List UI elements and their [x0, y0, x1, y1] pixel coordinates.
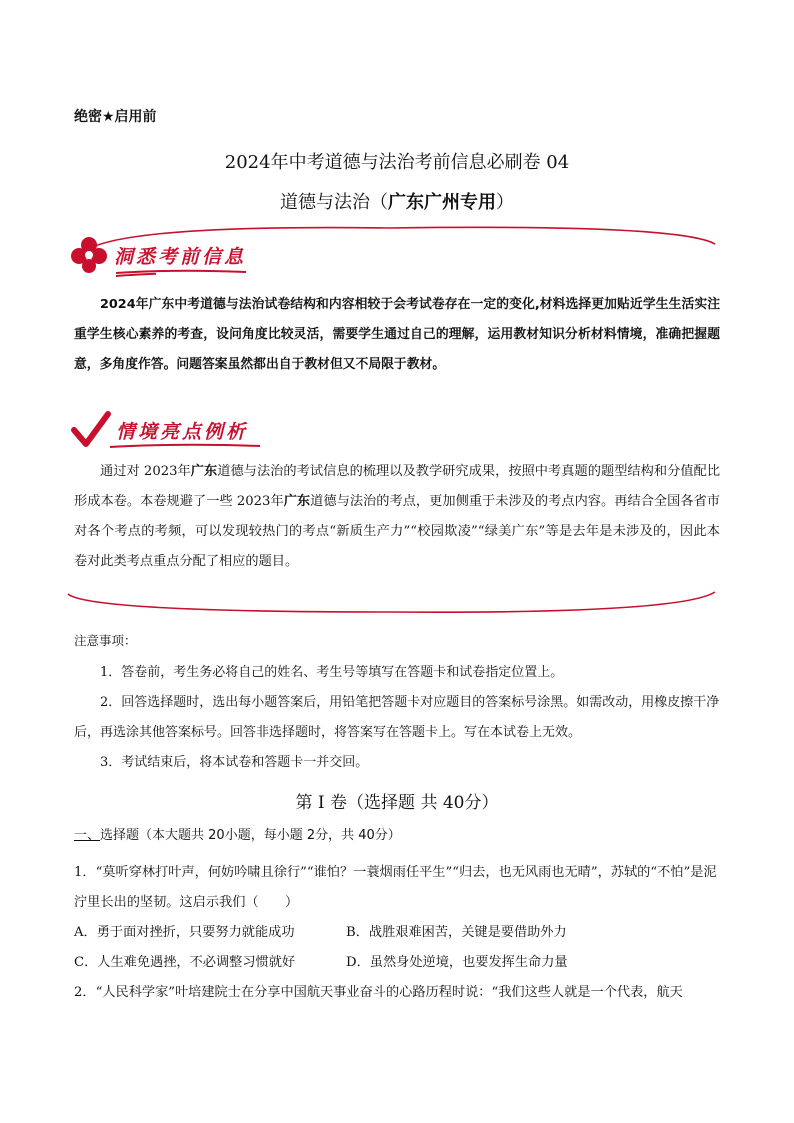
question-2-stem: 2．“人民科学家”叶培建院士在分享中国航天事业奋斗的心路历程时说：“我们这些人就是一个代表，航天 — [74, 985, 683, 1000]
option-b: B．战胜艰难困苦，关键是要借助外力 — [346, 925, 567, 940]
exam-title: 2024年中考道德与法治考前信息必刷卷 04 — [224, 152, 570, 173]
note-item: 2．回答选择题时，选出每小题答案后，用铅笔把答题卡对应题目的答案标号涂黑。如需改动，用橡皮擦干净后，再选涂其他答案标号。回答非选择题时，将答案写在答题卡上。写在本试卷上无效。 — [74, 695, 720, 740]
banner-highlights-label: 情境亮点例析 — [116, 420, 249, 443]
confidential-label: 绝密★启用前 — [74, 109, 157, 125]
subtitle-main: 道德与法治（ — [280, 192, 388, 213]
exam-info-text: 2024年广东中考道德与法治试卷结构和内容相较于会考试卷存在一定的变化,材料选择更加贴近学生生活实注重学生核心素养的考查，设问角度比较灵活，需要学生通过自己的理解，运用教材知识分析材料情境，准确把握题意，多角度作答。问题答案虽然都出自于教材但又不局限于教材。 — [74, 297, 720, 372]
checkmark-icon — [70, 410, 112, 450]
question-1-options — [74, 918, 720, 978]
subtitle-end: ） — [496, 192, 514, 213]
exam-subtitle — [0, 188, 794, 214]
option-a: A．勇于面对挫折，只要努力就能成功 — [74, 925, 295, 940]
notes-section — [74, 628, 720, 778]
highlights-text: 通过对 2023年广东道德与法治的考试信息的梳理以及教学研究成果，按照中考真题的题型结构和分值配比形成本卷。本卷规避了一些 2023年广东道德与法治的考点，更加侧重于未涉及的考点内容。再结合全国各省市对各个考点的考频，可以发现较热门的考点“新质生产力”“校园欺凌”“绿美广东”等是去年是未涉及的，因此本卷对此类考点重点分配了相应的题目。 — [74, 464, 721, 569]
banner1-underline — [116, 268, 246, 276]
subtitle-region: 广东广州专用 — [388, 192, 496, 213]
highlights-paragraph — [74, 457, 720, 577]
banner-exam-info-label: 洞悉考前信息 — [114, 245, 247, 268]
note-item: 3．考试结束后，将本试卷和答题卡一并交回。 — [100, 755, 369, 770]
note-item: 1．答卷前，考生务必将自己的姓名、考生号等填写在答题卡和试卷指定位置上。 — [100, 665, 564, 680]
option-c: C．人生难免遇挫，不必调整习惯就好 — [74, 955, 296, 970]
banner2-underline — [110, 442, 260, 450]
flower-icon — [70, 236, 108, 274]
section-number: 一、 — [74, 828, 101, 843]
exam-info-paragraph — [74, 290, 720, 380]
notes-heading: 注意事项： — [74, 633, 137, 648]
question-1-stem: 1．“莫听穿林打叶声，何妨吟啸且徐行”“谁怕？一蓑烟雨任平生”“归去，也无风雨也无晴”，苏轼的“不怕”是泥泞里长出的坚韧。这启示我们（ ） — [74, 865, 717, 910]
section-heading — [74, 824, 401, 843]
question-1 — [74, 858, 720, 1008]
option-d: D．虽然身处逆境，也要发挥生命力量 — [346, 955, 568, 970]
part-title: 第 I 卷（选择题 共 40分） — [295, 793, 499, 813]
section-text: 选择题（本大题共 20小题，每小题 2分，共 40分） — [100, 828, 401, 843]
